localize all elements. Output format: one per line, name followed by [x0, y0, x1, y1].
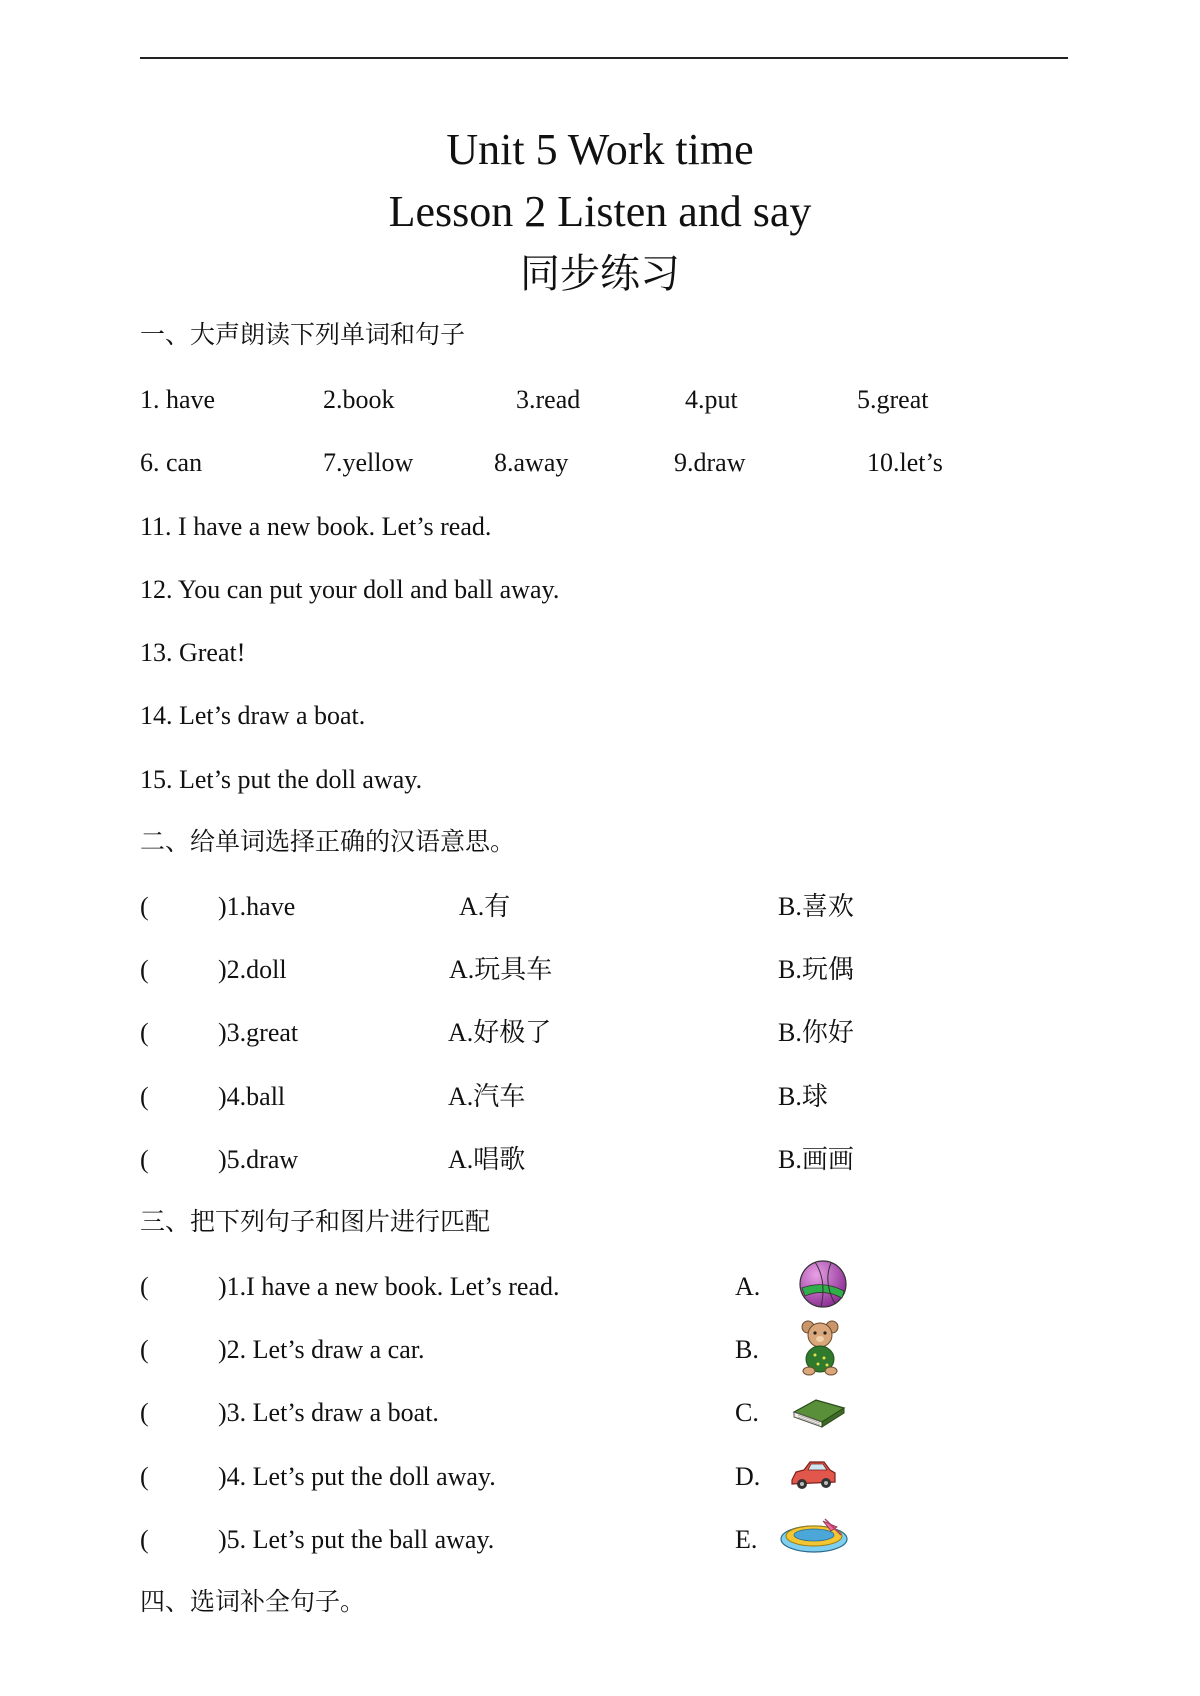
- title-unit: Unit 5 Work time: [446, 125, 754, 174]
- section3-heading: 三、把下列句子和图片进行匹配: [140, 1207, 491, 1236]
- title-practice: 同步练习: [520, 251, 680, 297]
- answer-paren: (: [140, 1335, 149, 1364]
- section2-heading: 二、给单词选择正确的汉语意思。: [140, 827, 516, 856]
- word-item: 1. have: [140, 385, 216, 414]
- option-b: B.玩偶: [778, 955, 854, 984]
- option-b: B.画画: [778, 1145, 854, 1174]
- sentence-item: 14. Let’s draw a boat.: [140, 701, 366, 730]
- ball-icon: [797, 1258, 849, 1310]
- book-icon: [790, 1394, 848, 1430]
- picture-letter: E.: [735, 1525, 758, 1554]
- vocab-word: )4.ball: [218, 1082, 286, 1111]
- vocab-word: )2.doll: [218, 955, 287, 984]
- option-a: A.好极了: [448, 1018, 552, 1047]
- teddy-doll-icon: [798, 1318, 842, 1376]
- word-item: 2.book: [323, 385, 395, 414]
- answer-paren: (: [140, 1462, 149, 1491]
- option-b: B.喜欢: [778, 892, 854, 921]
- option-a: A.玩具车: [449, 955, 553, 984]
- word-item: 7.yellow: [323, 448, 414, 477]
- word-item: 6. can: [140, 448, 203, 477]
- answer-paren: (: [140, 1272, 149, 1301]
- answer-paren: (: [140, 1082, 149, 1111]
- answer-paren: (: [140, 1398, 149, 1427]
- word-item: 4.put: [685, 385, 738, 414]
- section1-heading: 一、大声朗读下列单词和句子: [140, 320, 466, 349]
- boat-icon: [779, 1515, 849, 1555]
- vocab-word: )1.have: [218, 892, 296, 921]
- match-sentence: )2. Let’s draw a car.: [218, 1335, 425, 1364]
- match-sentence: )5. Let’s put the ball away.: [218, 1525, 495, 1554]
- option-a: A.有: [459, 892, 511, 921]
- answer-paren: (: [140, 892, 149, 921]
- picture-letter: A.: [735, 1272, 761, 1301]
- header-rule: [140, 57, 1068, 59]
- answer-paren: (: [140, 955, 149, 984]
- car-icon: [788, 1458, 838, 1492]
- vocab-word: )3.great: [218, 1018, 299, 1047]
- section4-heading: 四、选词补全句子。: [140, 1587, 366, 1616]
- option-b: B.球: [778, 1082, 828, 1111]
- picture-letter: C.: [735, 1398, 759, 1427]
- sentence-item: 11. I have a new book. Let’s read.: [140, 512, 492, 541]
- sentence-item: 13. Great!: [140, 638, 246, 667]
- vocab-word: )5.draw: [218, 1145, 299, 1174]
- answer-paren: (: [140, 1525, 149, 1554]
- option-b: B.你好: [778, 1018, 854, 1047]
- match-sentence: )1.I have a new book. Let’s read.: [218, 1272, 560, 1301]
- word-item: 9.draw: [674, 448, 746, 477]
- sentence-item: 15. Let’s put the doll away.: [140, 765, 423, 794]
- option-a: A.唱歌: [448, 1145, 526, 1174]
- picture-letter: D.: [735, 1462, 761, 1491]
- match-sentence: )4. Let’s put the doll away.: [218, 1462, 496, 1491]
- word-item: 8.away: [494, 448, 569, 477]
- answer-paren: (: [140, 1018, 149, 1047]
- title-lesson: Lesson 2 Listen and say: [388, 187, 812, 236]
- option-a: A.汽车: [448, 1082, 526, 1111]
- word-item: 5.great: [857, 385, 929, 414]
- picture-letter: B.: [735, 1335, 759, 1364]
- match-sentence: )3. Let’s draw a boat.: [218, 1398, 439, 1427]
- sentence-item: 12. You can put your doll and ball away.: [140, 575, 560, 604]
- answer-paren: (: [140, 1145, 149, 1174]
- word-item: 3.read: [516, 385, 581, 414]
- word-item: 10.let’s: [867, 448, 943, 477]
